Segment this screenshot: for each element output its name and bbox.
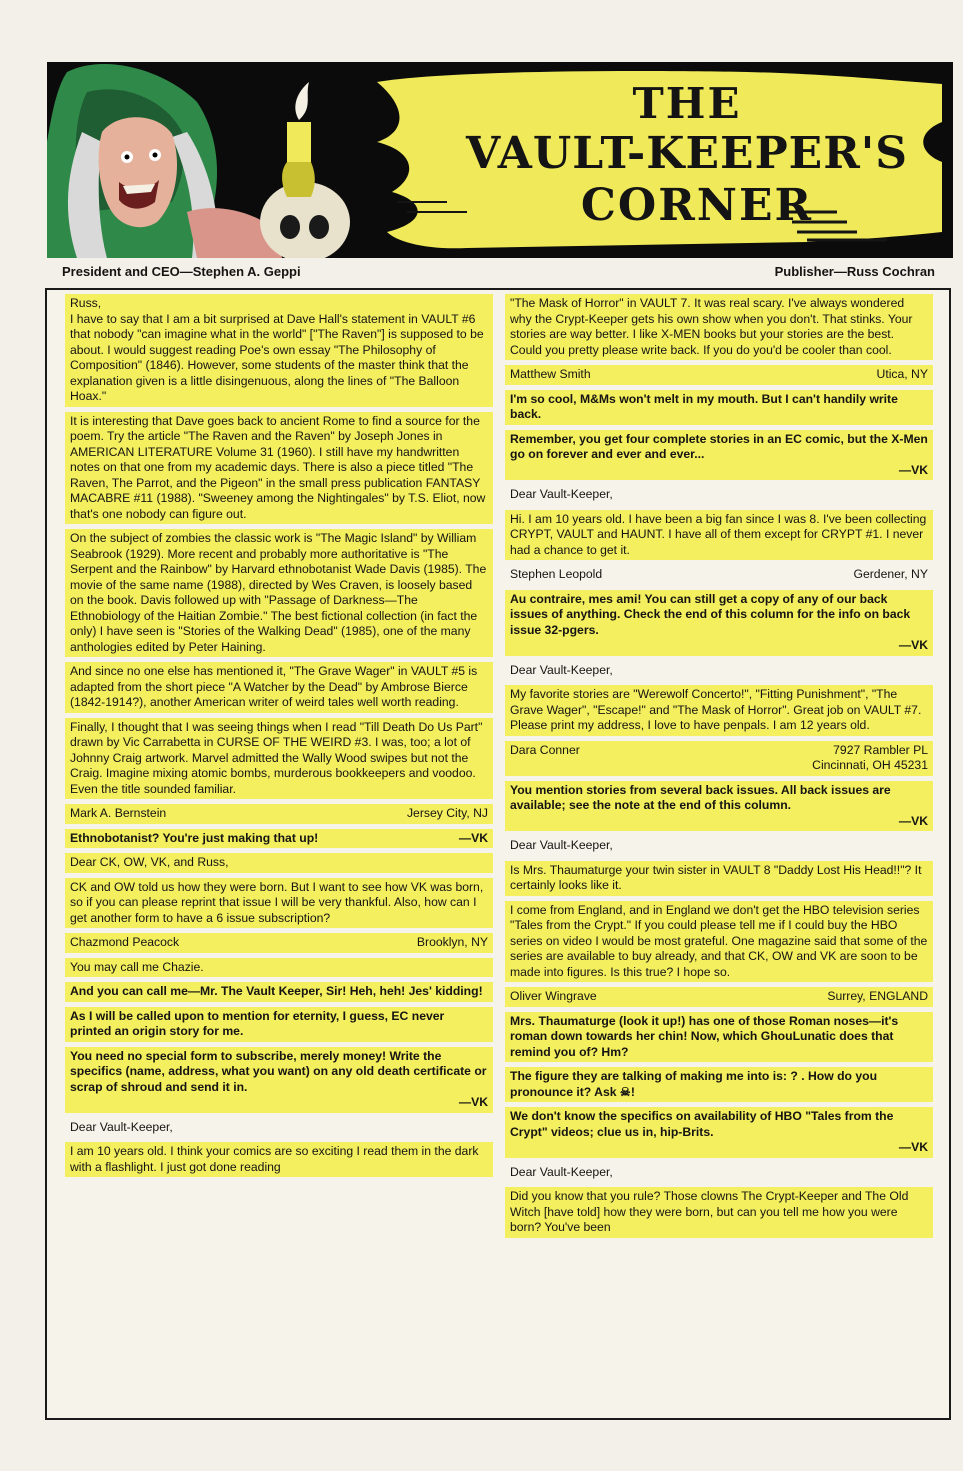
- letter-greeting: Dear Vault-Keeper,: [510, 1164, 613, 1179]
- vk-answer: [65, 829, 493, 849]
- letter-greeting: Dear Vault-Keeper,: [70, 1119, 173, 1134]
- answer-signoff: —VK: [898, 462, 928, 477]
- vk-answer: [505, 781, 933, 832]
- vk-answer: The figure they are talking of making me into is: ? . How do you pronounce it? Ask ☠!: [505, 1067, 933, 1102]
- letter-signature: [65, 804, 493, 824]
- vk-answer: [505, 1107, 933, 1158]
- letter-greeting: Russ,: [70, 296, 102, 310]
- letter-paragraph: I am 10 years old. I think your comics are so exciting I read them in the dark with a flashlight. I just got done reading: [65, 1142, 493, 1177]
- vk-answer: Mrs. Thaumaturge (look it up!) has one of those Roman noses—it's roman down towards her chin! Now, which GhouLunatic does that remind you of? Hm?: [505, 1012, 933, 1063]
- answer-signoff: —VK: [898, 813, 928, 828]
- title-line-1: THE: [632, 79, 742, 128]
- answer-text: Remember, you get four complete stories in an EC comic, but the X-Men go on forever and ever and ever...: [510, 431, 928, 461]
- vk-answer: I'm so cool, M&Ms won't melt in my mouth. But I can't handily write back.: [505, 390, 933, 425]
- signature-place: Brooklyn, NY: [416, 935, 488, 949]
- vk-answer: [65, 1047, 493, 1113]
- signature-place: Jersey City, NJ: [406, 806, 488, 820]
- credits-bar: [62, 264, 935, 282]
- letter-greeting: Dear Vault-Keeper,: [510, 487, 613, 501]
- title-line-3: CORNER: [580, 180, 814, 231]
- letter-paragraph: You may call me Chazie.: [65, 958, 493, 978]
- letter-bernstein: [65, 294, 493, 407]
- letter-signature: [65, 933, 493, 953]
- answer-signoff: —VK: [458, 830, 488, 845]
- letter-paragraph: Finally, I thought that I was seeing things when I read "Till Death Do Us Part" drawn by Vic Carrabetta in CURSE OF THE WEIRD #3. I was, too; a lot of Johnny Craig artwork. Marvel admitted the Wally Wood swipes but not the Craig. Imagine mixing atomic bombs, murderous bookkeepers and voodoo. Even the title sounded familiar.: [65, 718, 493, 800]
- letter-paragraph: It is interesting that Dave goes back to ancient Rome to find a source for the poem. Try the article "The Raven and the Raven" by Joseph Jones in AMERICAN LITERATURE Volume 31 (1960). I still have my handwritten notes on that one from my academic days. There is also a piece titled "The Raven, The Parrot, and the Pigeon" in the small press publication FANTASY MACABRE #11 (1988). "Sweeney among the Nightingales" by T.S. Eliot, now that's one nobody can figure out.: [65, 412, 493, 525]
- letter-paragraph: I have to say that I am a bit surprised at Dave Hall's statement in VAULT #6 that nobody "can imagine what in the world" ["The Raven"] is supposed to be about. I would suggest reading Poe's own essay "The Philosophy of Composition" (1846). However, some students of the master think that the explanation given is a little disingenuous, along the lines of "The Balloon Hoax.": [70, 311, 484, 403]
- letter-peacock: [65, 853, 493, 873]
- letter-paragraph: Did you know that you rule? Those clowns The Crypt-Keeper and The Old Witch [have told] how they were born, but can you tell me how you were born? You've been: [505, 1187, 933, 1238]
- letter-paragraph: Is Mrs. Thaumaturge your twin sister in VAULT 8 "Daddy Lost His Head!!"? It certainly looks like it.: [505, 861, 933, 896]
- letters-column-box: [45, 288, 951, 1420]
- signature-place: Utica, NY: [876, 367, 928, 381]
- letter-signature: [505, 741, 933, 776]
- letter-paragraph: CK and OW told us how they were born. But I want to see how VK was born, so if you can please reprint that issue I will be very thankful. Also, how can I get another form to have a 6 issue subscription?: [65, 878, 493, 929]
- letter-paragraph: I come from England, and in England we don't get the HBO television series "Tales from the Crypt." If you could please tell me if I could buy the HBO series on video I would be most grateful. One magazine said that some of the series are available to buy already, and that CK, OW and VK are soon to be made into figures. Is this true? I hope so.: [505, 901, 933, 983]
- title-line-2: VAULT-KEEPER'S: [465, 128, 909, 179]
- answer-signoff: —VK: [458, 1095, 488, 1109]
- answer-text: We don't know the specifics on availability of HBO "Tales from the Crypt" videos; clue us in, hip-Brits.: [510, 1109, 894, 1139]
- vk-answer: [505, 430, 933, 481]
- answer-text: You need no special form to subscribe, merely money! Write the specifics (name, address, what you want) on any old death certificate or scrap of shroud and send it in.: [70, 1048, 487, 1094]
- letters-column-right: [505, 294, 933, 1414]
- letter-signature: [505, 365, 933, 385]
- letter-greeting: Dear CK, OW, VK, and Russ,: [70, 855, 229, 869]
- answer-signoff: —VK: [898, 638, 928, 652]
- signature-name: Dara Conner: [510, 742, 580, 757]
- letters-column-left: [65, 294, 493, 1414]
- vk-answer: As I will be called upon to mention for eternity, I guess, EC never printed an origin story for me.: [65, 1007, 493, 1042]
- letter-greeting: Dear Vault-Keeper,: [510, 838, 613, 852]
- signature-name: Mark A. Bernstein: [70, 806, 167, 820]
- letter-paragraph: "The Mask of Horror" in VAULT 7. It was real scary. I've always wondered why the Crypt-Keeper gets his own show when you don't. That stinks. Your stories are way better. I like X-MEN books but your stories are the best. Could you pretty please write back. If you do you'd be cooler than cool.: [505, 294, 933, 360]
- letter-signature: [505, 987, 933, 1007]
- letter-paragraph: My favorite stories are "Werewolf Concerto!", "Fitting Punishment", "The Grave Wager", "Escape!" and "The Mask of Horror". Great job on VAULT #7. Please print my address, I love to have penpals. I am 12 years old.: [505, 685, 933, 736]
- answer-signoff: —VK: [898, 1140, 928, 1154]
- header-banner: [47, 62, 953, 258]
- answer-text: You mention stories from several back issues. All back issues are available; see the note at the end of this column.: [510, 782, 891, 812]
- banner-title: [437, 80, 937, 232]
- letter-paragraph: On the subject of zombies the classic work is "The Magic Island" by William Seabrook (1929). More recent and probably more authoritative is "The Serpent and the Rainbow" by Harvard ethnobotanist Wade Davis (1985). The movie of the same name (1988), directed by Wes Craven, is loosely based on the book. Davis followed up with "Passage of Darkness—The Ethnobiology of the Haitian Zombie." The best fictional collection (in fact the only) I have seen is "Stories of the Walking Dead" (1985), one of the many anthologies edited by Peter Haining.: [65, 529, 493, 657]
- signature-name: Chazmond Peacock: [70, 935, 180, 949]
- letter-signature: [505, 565, 933, 585]
- letter-paragraph: And since no one else has mentioned it, "The Grave Wager" in VAULT #5 is adapted from the short piece "A Watcher by the Dead" by Ambrose Bierce (1842-1914?), another American writer of weird tales well worth reading.: [65, 662, 493, 713]
- signature-name: Oliver Wingrave: [510, 989, 597, 1003]
- credit-publisher: Publisher—Russ Cochran: [774, 264, 935, 279]
- signature-address: 7927 Rambler PL: [833, 742, 928, 757]
- answer-text: Au contraire, mes ami! You can still get a copy of any of our back issues of anything. Check the end of this column for the info on back issue 32-pgers.: [510, 591, 911, 637]
- letter-greeting: Dear Vault-Keeper,: [510, 662, 613, 677]
- credit-president: President and CEO—Stephen A. Geppi: [62, 264, 301, 279]
- signature-city: Cincinnati, OH 45231: [812, 758, 928, 772]
- signature-name: Stephen Leopold: [510, 567, 603, 581]
- signature-name: Matthew Smith: [510, 367, 591, 381]
- answer-text: Ethnobotanist? You're just making that up!: [70, 830, 319, 845]
- vk-answer: [505, 590, 933, 656]
- vk-answer: And you can call me—Mr. The Vault Keeper, Sir! Heh, heh! Jes' kidding!: [65, 982, 493, 1002]
- letter-paragraph: Hi. I am 10 years old. I have been a big fan since I was 8. I've been collecting CRYPT, VAULT and HAUNT. I have all of them except for CRYPT #1. I never had a chance to get it.: [505, 510, 933, 561]
- signature-place: Gerdener, NY: [853, 567, 928, 581]
- signature-place: Surrey, ENGLAND: [827, 989, 928, 1003]
